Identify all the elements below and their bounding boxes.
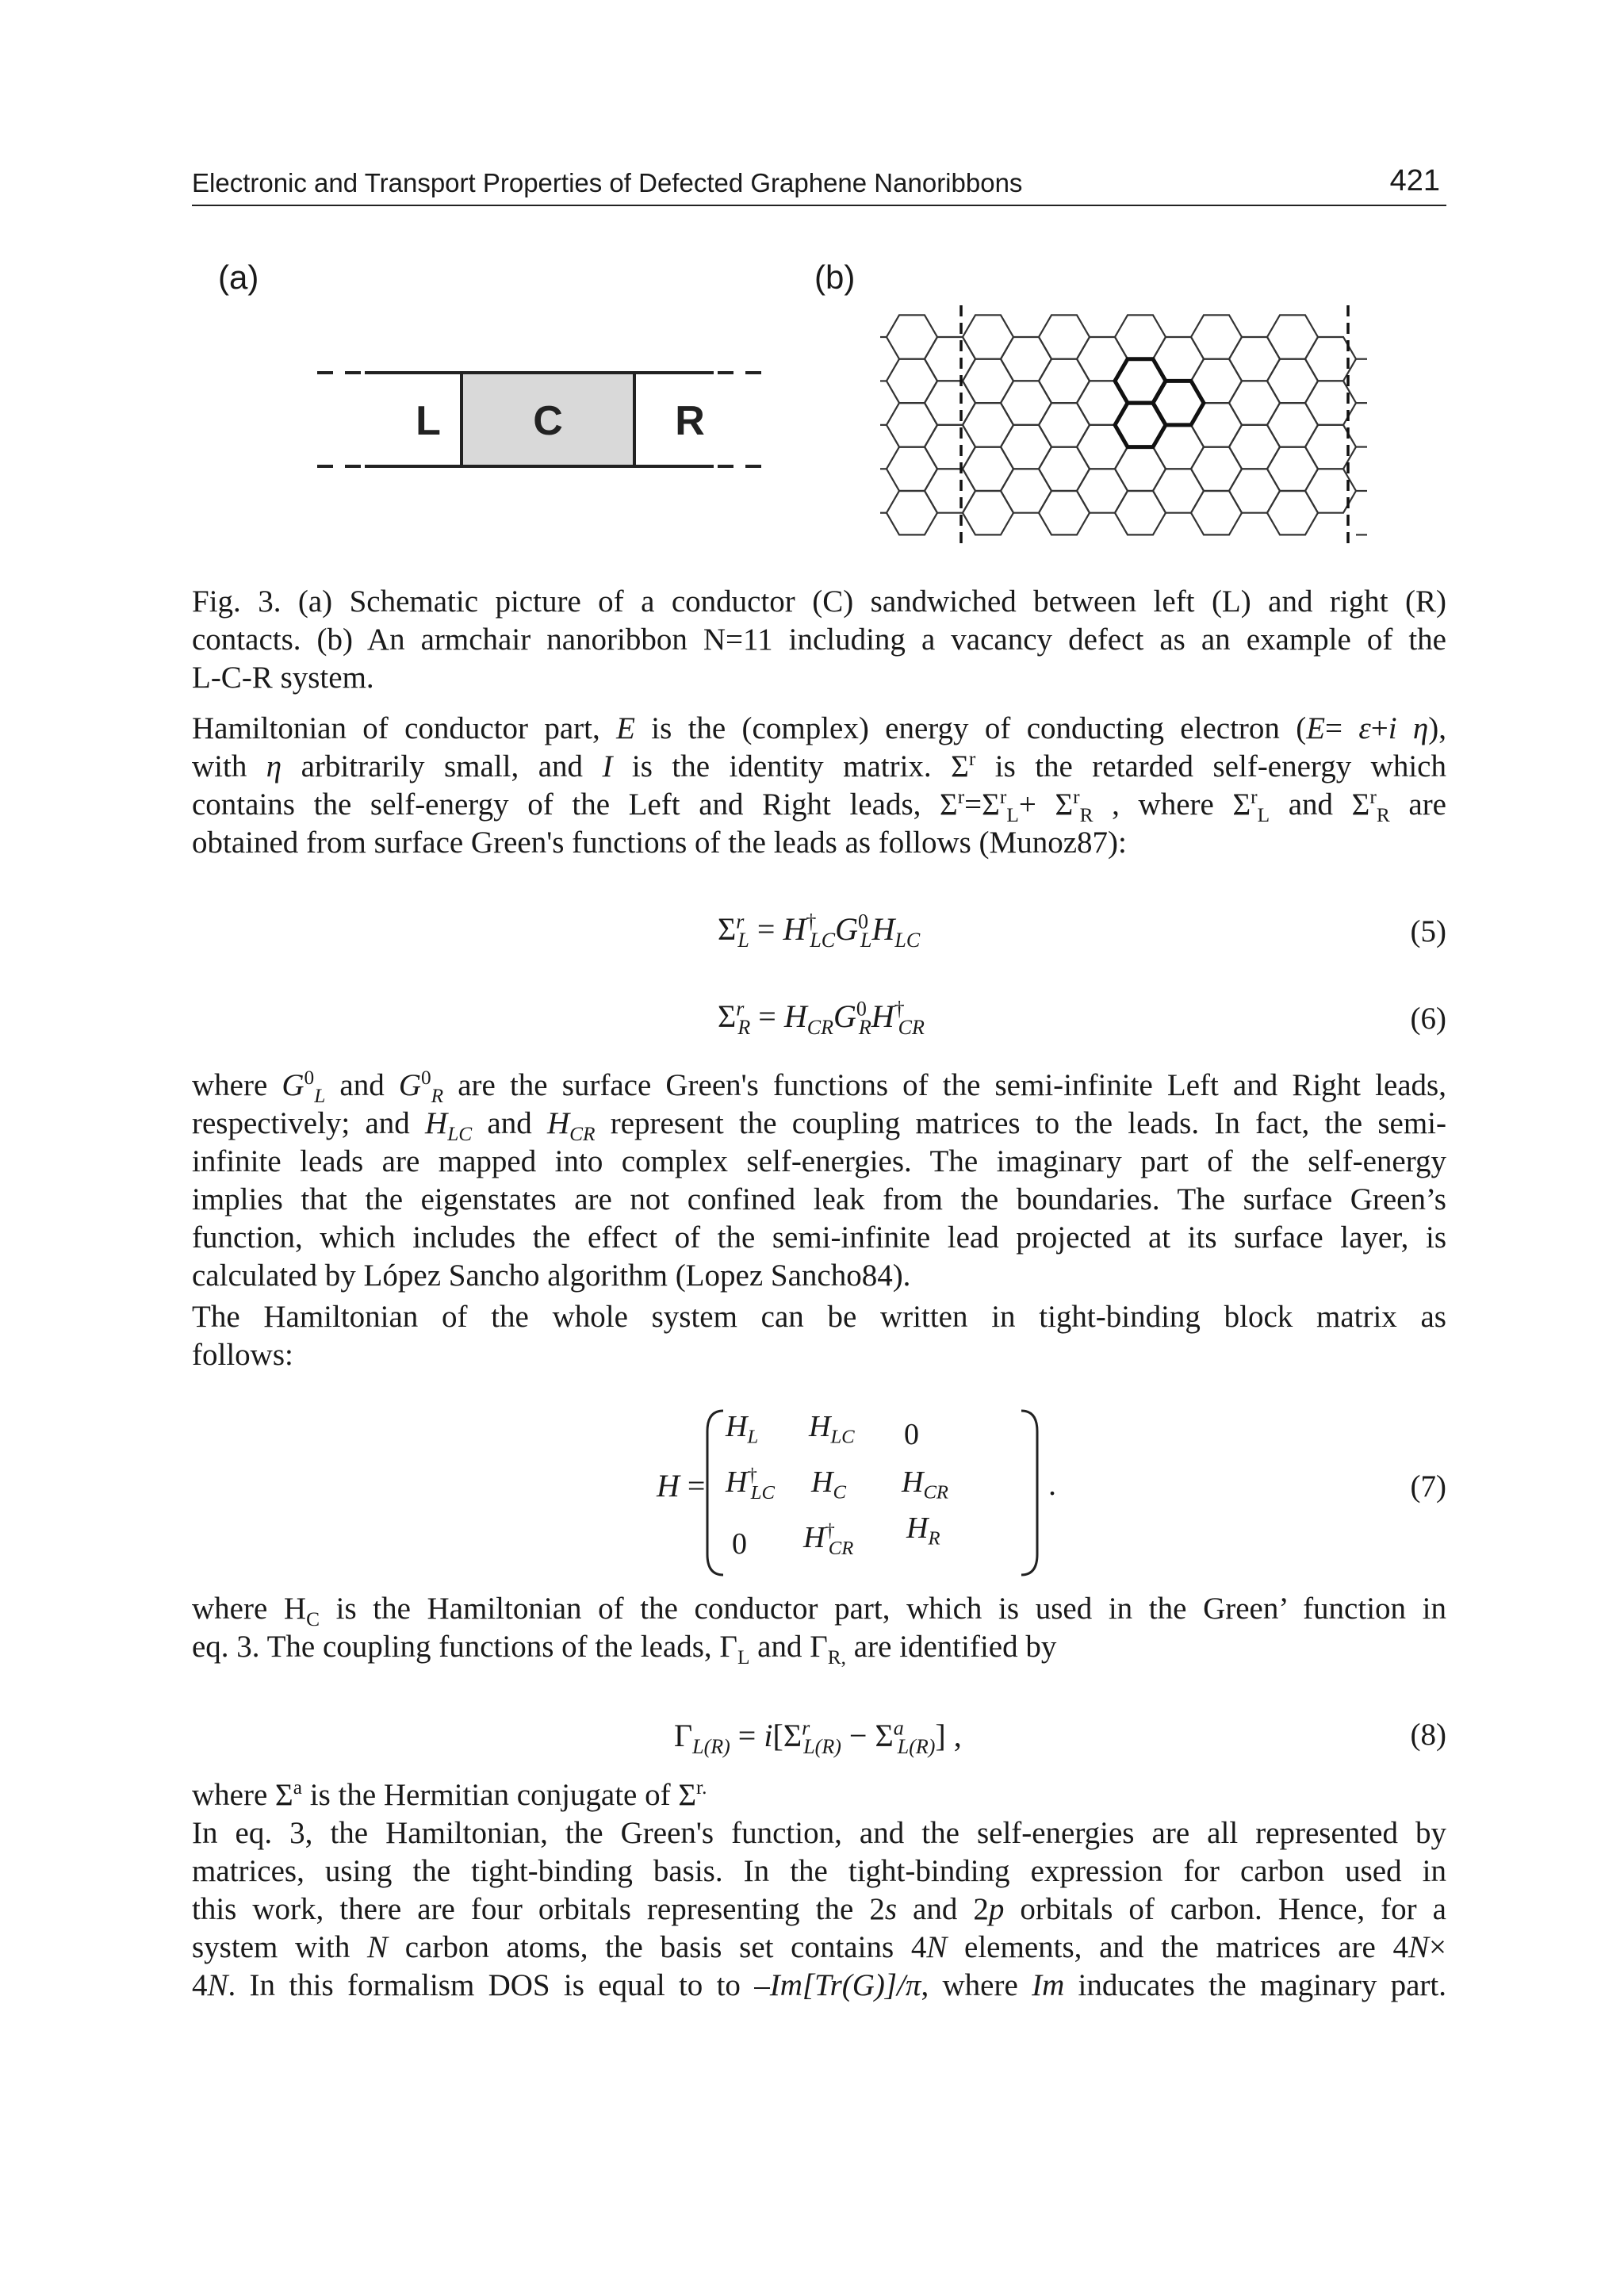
hexagon-cell — [1191, 491, 1242, 534]
hexagon-cell — [1267, 491, 1318, 534]
matrix-cell: $H_{CR}$ — [902, 1465, 948, 1504]
paragraph-line: where $G^0_L$ and $G^0_R$ are the surface Green's functions of the semi-infinite Left and Right leads, — [192, 1067, 1446, 1107]
hexagon-cell — [887, 359, 937, 403]
paragraph-line: infinite leads are mapped into complex self-energies. The imaginary part of the self-energy — [192, 1144, 1446, 1178]
paragraph-line: matrices, using the tight-binding basis. In the tight-binding expression for carbon used in — [192, 1854, 1446, 1888]
hexagon-cell — [1267, 447, 1318, 491]
paragraph-line: system with N carbon atoms, the basis set contains 4N elements, and the matrices are 4N× — [192, 1930, 1447, 1964]
paragraph-line: this work, there are four orbitals representing the 2s and 2p orbitals of carbon. Hence, for a — [192, 1892, 1446, 1926]
figure-b-label: (b) — [814, 259, 856, 296]
matrix-cell: $H_L$ — [726, 1410, 759, 1448]
matrix-cell: $H^\dagger_{CR}$ — [803, 1519, 854, 1559]
hexagon-cell — [1001, 381, 1051, 425]
equation-7-lhs: H = — [657, 1468, 706, 1504]
hexagon-cell — [1229, 381, 1280, 425]
hexagon-cell — [1039, 491, 1090, 534]
paragraph-line: obtained from surface Green's functions of the leads as follows (Munoz87): — [192, 826, 1127, 860]
hexagon-cell — [1039, 403, 1090, 446]
hexagon-cell — [1039, 359, 1090, 403]
hexagon-cell — [963, 491, 1013, 534]
left-region-label: L — [416, 398, 441, 444]
center-region-label: C — [533, 398, 563, 444]
hexagon-cell — [887, 403, 937, 446]
equation-6-number: (6) — [1410, 1002, 1446, 1036]
hexagon-cell — [1153, 469, 1204, 512]
page-number: 421 — [1389, 164, 1440, 197]
matrix-cell: 0 — [904, 1418, 919, 1451]
armchair-nanoribbon-lattice — [880, 305, 1435, 543]
matrix-cell: $H_C$ — [811, 1465, 846, 1504]
paragraph-line: In eq. 3, the Hamiltonian, the Green's function, and the self-energies are all represented by — [192, 1816, 1446, 1850]
hexagon-cell — [963, 315, 1013, 358]
figure-caption — [192, 583, 1446, 697]
paragraph-whole-system — [192, 1298, 1446, 1374]
hexagon-cell — [887, 491, 937, 534]
hexagon-cell — [1115, 491, 1166, 534]
paragraph-line: 4N. In this formalism DOS is equal to to –Im[Tr(G)]/π, where Im inducates the maginary part. — [192, 1968, 1446, 2002]
hexagon-cell — [963, 447, 1013, 491]
hexagon-cell — [963, 403, 1013, 446]
hexagon-cell — [1229, 425, 1280, 469]
hexagon-cell — [1001, 469, 1051, 512]
vacancy-defect-outline — [1115, 359, 1204, 447]
equation-6: $\Sigma^r_R = H_{CR}G^0_RH^\dagger_{CR}$ — [718, 997, 925, 1039]
hexagon-cell — [925, 469, 975, 512]
caption-line: L-C-R system. — [192, 661, 374, 695]
hexagon-cell — [887, 315, 937, 358]
hexagon-cell — [1191, 315, 1242, 358]
hexagon-cell — [1077, 469, 1128, 512]
paragraph-tight-binding — [192, 1814, 1446, 2005]
hexagon-cell — [925, 425, 975, 469]
paragraph-coupling-functions — [192, 1590, 1446, 1666]
running-header — [192, 165, 1446, 206]
hexagon-cell — [1001, 425, 1051, 469]
left-bracket — [707, 1411, 723, 1575]
paragraph-line: respectively; and $H_{LC}$ and $H_{CR}$ represent the coupling matrices to the leads. In fact, the semi- — [192, 1106, 1446, 1145]
hexagon-cell — [1229, 337, 1280, 381]
matrix-cell: $H^\dagger_{LC}$ — [726, 1464, 775, 1504]
hexagon-cell — [925, 337, 975, 381]
paragraph-surface-greens — [192, 1067, 1446, 1295]
equation-8: $\Gamma_{L(R)} = i[\Sigma^r_{L(R)} - \Sigma^a_{L(R)}]$ , — [674, 1716, 962, 1758]
hexagon-lattice — [880, 315, 1367, 534]
hexagon-cell — [1039, 447, 1090, 491]
hexagon-cell — [887, 447, 937, 491]
hexagon-cell — [1229, 469, 1280, 512]
paragraph-line: contains the self-energy of the Left and Right leads, $\Sigma^r=\Sigma^r_L+ \Sigma^r_R$ , where $\Sigma^r_L$ and $\Sigma^r_R$ are — [192, 786, 1446, 826]
hexagon-cell — [1039, 315, 1090, 358]
intro-paragraph — [192, 710, 1446, 862]
paragraph-line: function, which includes the effect of the semi-infinite lead projected at its surface layer, is — [192, 1220, 1446, 1255]
hexagon-cell — [1001, 337, 1051, 381]
hexagon-cell — [1267, 315, 1318, 358]
right-region-label: R — [675, 398, 705, 444]
matrix-cell: $H_R$ — [906, 1511, 940, 1550]
equation-5: $\Sigma^r_L = H^\dagger_{LC}G^0_LH_{LC}$ — [718, 910, 921, 952]
equation-7-period: . — [1048, 1466, 1056, 1502]
hexagon-cell — [963, 359, 1013, 403]
equation-8-number: (8) — [1410, 1718, 1446, 1752]
paragraph-line: The Hamiltonian of the whole system can be written in tight-binding block matrix as — [192, 1300, 1446, 1334]
paragraph-hermitian — [192, 1776, 1446, 1814]
equation-7-number: (7) — [1410, 1469, 1446, 1504]
paragraph-line: implies that the eigenstates are not confined leak from the boundaries. The surface Green’s — [192, 1182, 1446, 1216]
hexagon-cell — [1267, 403, 1318, 446]
hexagon-cell — [1115, 315, 1166, 358]
hexagon-cell — [925, 381, 975, 425]
header-title: Electronic and Transport Properties of Defected Graphene Nanoribbons — [192, 168, 1023, 197]
paragraph-line: calculated by López Sancho algorithm (Lopez Sancho84). — [192, 1259, 911, 1293]
equation-5-number: (5) — [1410, 914, 1446, 948]
caption-line: Fig. 3. (a) Schematic picture of a conductor (C) sandwiched between left (L) and right (R) — [192, 584, 1446, 619]
lcr-schematic — [309, 349, 769, 484]
matrix-cell: 0 — [732, 1527, 747, 1561]
matrix-cell: $H_{LC}$ — [809, 1410, 855, 1448]
paragraph-line: where $H_C$ is the Hamiltonian of the conductor part, which is used in the Green’ function in — [192, 1592, 1446, 1630]
hamiltonian-matrix — [726, 1408, 1059, 1582]
hexagon-cell — [1267, 359, 1318, 403]
figure-a-label: (a) — [218, 259, 259, 296]
hexagon-cell — [1191, 447, 1242, 491]
defect-hexagon — [1115, 403, 1166, 446]
paragraph-line: eq. 3. The coupling functions of the leads, $\Gamma_L$ and $\Gamma_{R,}$ are identified by — [192, 1630, 1057, 1668]
paragraph-line: follows: — [192, 1338, 293, 1372]
caption-line: contacts. (b) An armchair nanoribbon N=11 including a vacancy defect as an example of the — [192, 623, 1446, 657]
paragraph-line: with η arbitrarily small, and I is the identity matrix. $\Sigma^r$ is the retarded self-energy which — [192, 748, 1446, 783]
paragraph-line: where $\Sigma^a$ is the Hermitian conjugate of $\Sigma^{r.}$ — [192, 1776, 707, 1812]
paragraph-line: Hamiltonian of conductor part, E is the (complex) energy of conducting electron (E= ε+i η), — [192, 711, 1447, 745]
hexagon-cell — [1115, 447, 1166, 491]
